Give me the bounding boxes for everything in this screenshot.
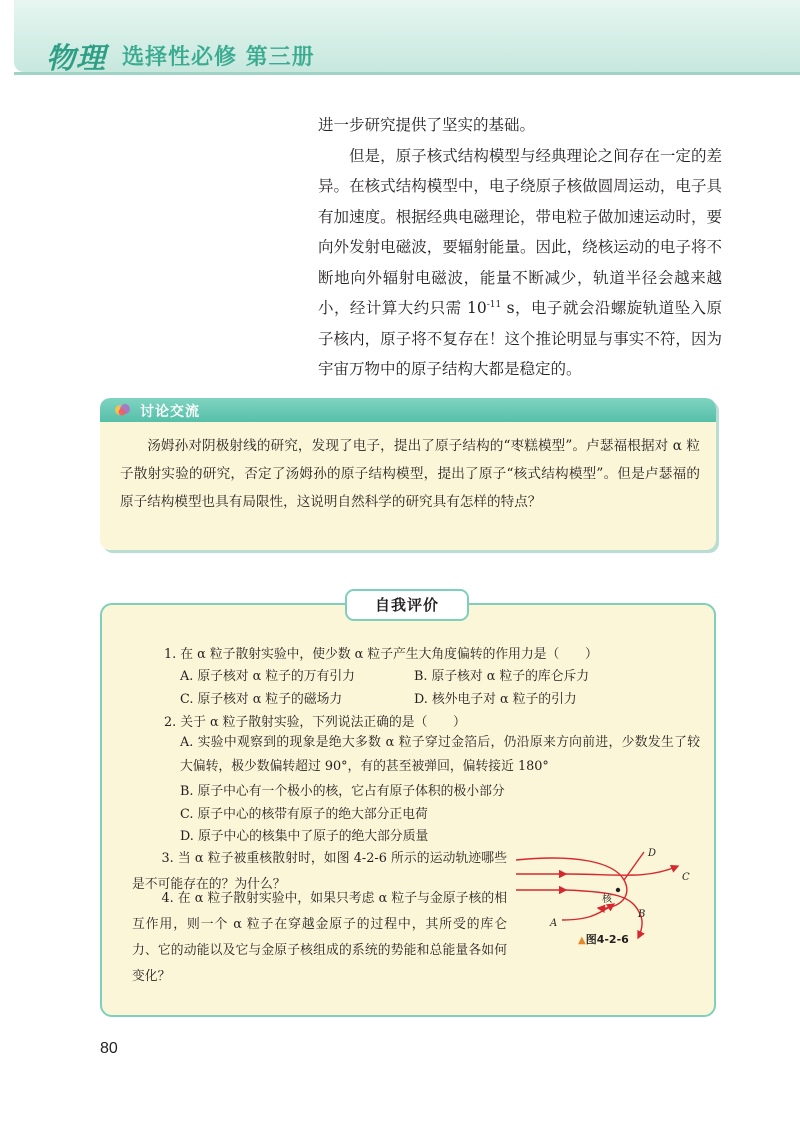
body-text	[318, 110, 722, 385]
question-2-option-a: A. 实验中观察到的现象是绝大多数 α 粒子穿过金箔后，仍沿原来方向前进，少数发生了较大偏转，极少数偏转超过 90°，有的甚至被弹回，偏转接近 180°	[180, 735, 700, 774]
trajectory-c	[566, 866, 678, 875]
question-1-option-b: B. 原子核对 α 粒子的库仑斥力	[414, 669, 590, 684]
label-b: B	[638, 909, 646, 920]
header-divider	[14, 72, 800, 75]
label-d: D	[648, 848, 657, 859]
discussion-title: 讨论交流	[140, 404, 200, 420]
question-1-option-a: A. 原子核对 α 粒子的万有引力	[180, 669, 355, 684]
header-subject: 物理	[46, 41, 107, 75]
header-book-title: 选择性必修 第三册	[122, 45, 315, 70]
body-paragraph-2-part-2: s，电子就会沿螺旋轨道坠入原子核内，原子将不复存在！这个推论明显与事实不符，因为宇宙万物中的原子结构大都是稳定的。	[318, 299, 722, 378]
label-a: A	[550, 918, 558, 929]
caption-triangle-icon: ▲	[578, 935, 586, 946]
figure-caption-text: 图4-2-6	[585, 933, 629, 946]
body-paragraph-1: 进一步研究提供了坚实的基础。	[318, 116, 536, 134]
body-paragraph-2	[318, 141, 722, 385]
discussion-text: 汤姆孙对阴极射线的研究，发现了电子，提出了原子结构的“枣糕模型”。卢瑟福根据对 α 粒子散射实验的研究，否定了汤姆孙的原子结构模型，提出了原子“核式结构模型”。但是卢瑟福的原子结构模型也具有局限性，这说明自然科学的研究具有怎样的特点？	[120, 438, 700, 510]
self-assessment-title: 自我评价	[345, 589, 469, 621]
trajectory-a	[562, 904, 614, 920]
question-2-option-c: C. 原子中心的核带有原子的绝大部分正电荷	[180, 807, 428, 822]
page-number: 80	[100, 1040, 118, 1057]
question-1-option-c: C. 原子核对 α 粒子的磁场力	[180, 692, 343, 707]
discussion-header	[100, 398, 716, 422]
question-2-option-b: B. 原子中心有一个极小的核，它占有原子体积的极小部分	[180, 784, 505, 799]
label-nucleus: 核	[602, 894, 612, 905]
discussion-box	[100, 398, 716, 550]
nucleus-dot	[616, 888, 620, 892]
discussion-bubbles-icon	[114, 402, 132, 418]
label-c: C	[682, 872, 690, 883]
question-3: 3. 当 α 粒子被重核散射时，如图 4-2-6 所示的运动轨迹哪些是不可能存在的？为什么？	[132, 851, 507, 892]
exponent: -11	[486, 300, 502, 310]
question-1: 1. 在 α 粒子散射实验中，使少数 α 粒子产生大角度偏转的作用力是（ ）	[164, 647, 598, 662]
question-1-option-d: D. 核外电子对 α 粒子的引力	[414, 692, 577, 707]
page-header	[0, 0, 800, 80]
question-2-option-d: D. 原子中心的核集中了原子的绝大部分质量	[180, 829, 429, 844]
question-4: 4. 在 α 粒子散射实验中，如果只考虑 α 粒子与金原子核的相互作用，则一个 α 粒子在穿越金原子的过程中，其所受的库仑力、它的动能以及它与金原子核组成的系统的势能和总能量各如何变化？	[132, 891, 507, 984]
body-paragraph-2-part-1: 但是，原子核式结构模型与经典理论之间存在一定的差异。在核式结构模型中，电子绕原子核做圆周运动，电子具有加速度。根据经典电磁理论，带电粒子做加速运动时，要向外发射电磁波，要辐射能量。因此，绕核运动的电子将不断地向外辐射电磁波，能量不断减少，轨道半径会越来越小，经计算大约只需 10	[318, 146, 722, 317]
figure-caption	[578, 931, 629, 947]
question-2: 2. 关于 α 粒子散射实验，下列说法正确的是（ ）	[164, 715, 466, 730]
